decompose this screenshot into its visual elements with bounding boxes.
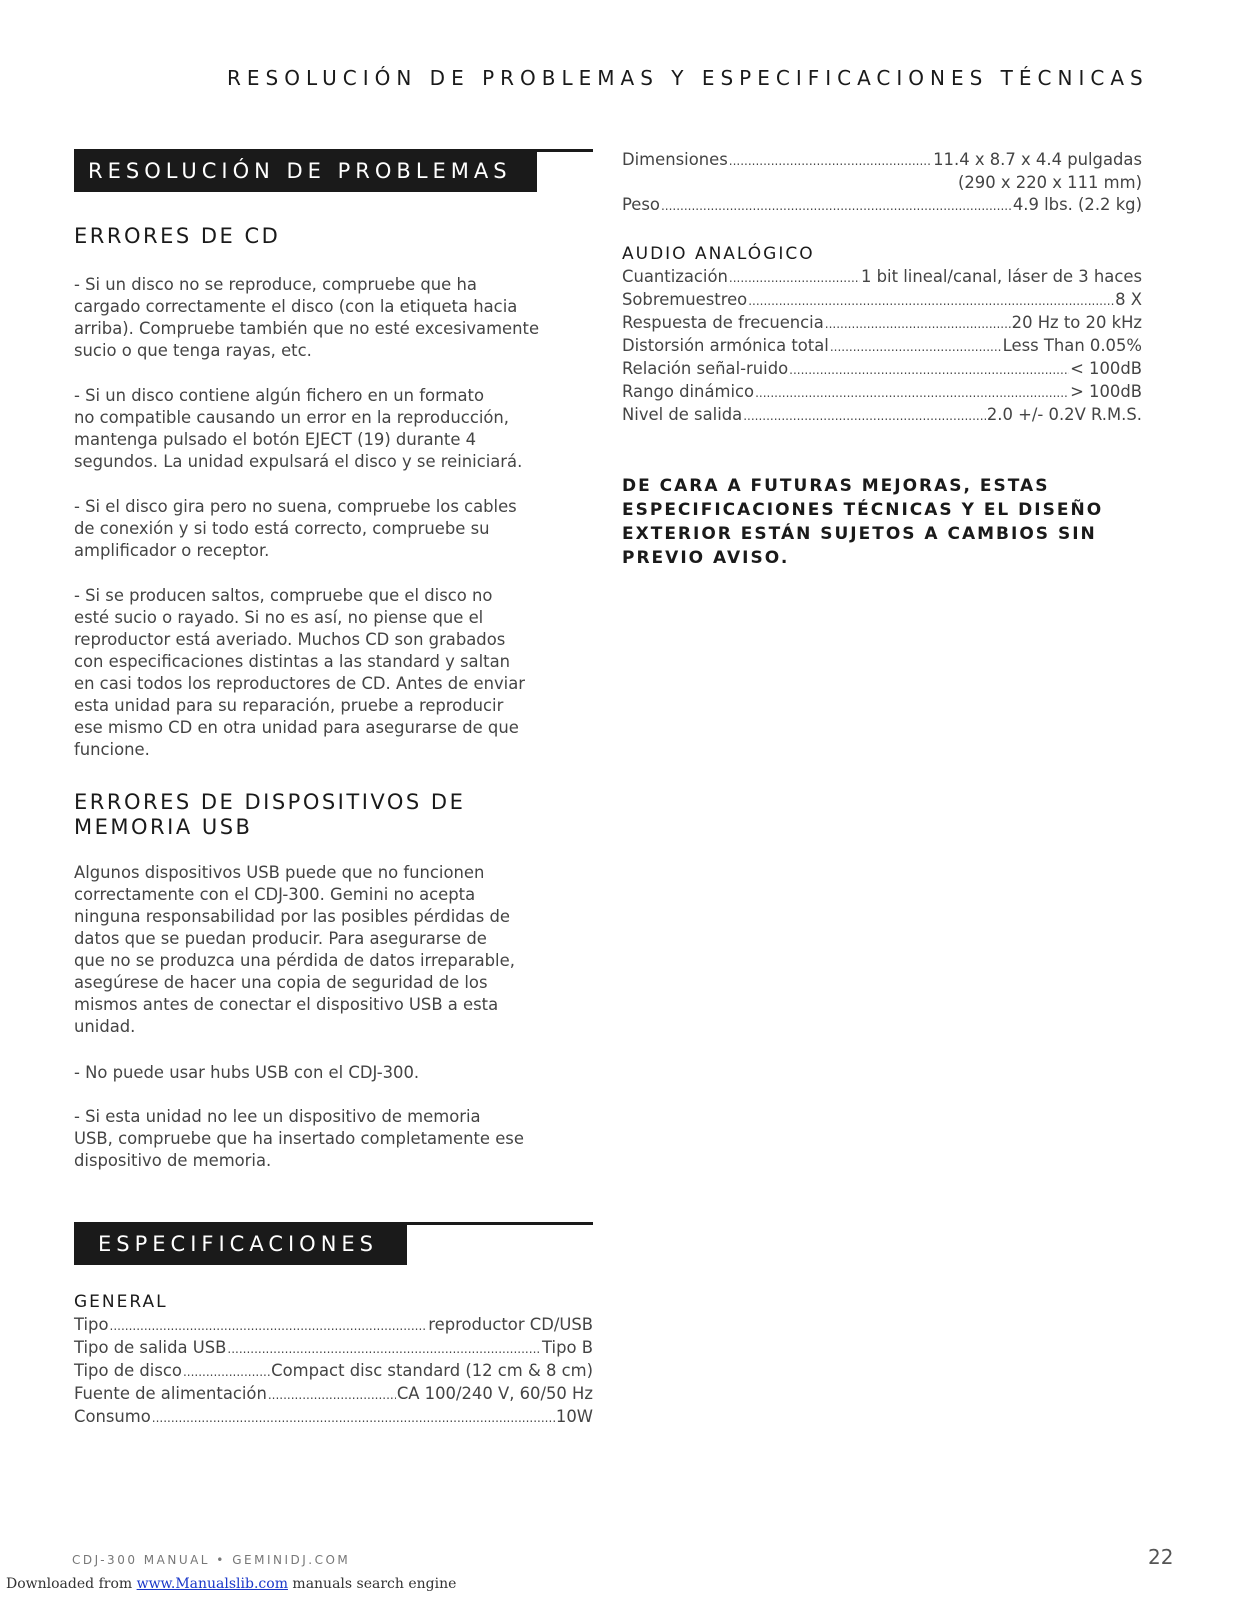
spec-value: Less Than 0.05% — [1002, 336, 1142, 355]
spec-change-notice: DE CARA A FUTURAS MEJORAS, ESTAS ESPECIFICACIONES TÉCNICAS Y EL DISEÑO EXTERIOR ESTÁN SUJETOS A CAMBIOS SIN PREVIO AVISO. — [622, 476, 1104, 568]
spec-row — [622, 358, 1142, 381]
spec-group-title-general: GENERAL — [74, 1292, 168, 1312]
spec-value: 8 X — [1115, 290, 1142, 309]
spec-group-title-analog-audio: AUDIO ANALÓGICO — [622, 244, 815, 264]
spec-label: Dimensiones — [622, 150, 728, 169]
spec-row — [74, 1383, 593, 1406]
section-label-troubleshooting: RESOLUCIÓN DE PROBLEMAS — [74, 149, 537, 192]
paragraph-usb-3: - Si esta unidad no lee un dispositivo de memoria USB, compruebe que ha insertado completamente ese dispositivo de memoria. — [74, 1107, 524, 1170]
paragraph-cd-4: - Si se producen saltos, compruebe que el disco no esté sucio o rayado. Si no es así, no piense que el reproductor está averiado. Muchos CD son grabados con especificaciones distintas a las standard y saltan en casi todos los reproductores de CD. Antes de enviar esta unidad para su reparación, pruebe a reproducir ese mismo CD en otra unidad para asegurarse de que funcione. — [74, 586, 526, 759]
spec-group-physical — [622, 149, 1142, 217]
spec-label: Tipo de disco — [74, 1361, 182, 1380]
page-title: RESOLUCIÓN DE PROBLEMAS Y ESPECIFICACIONES TÉCNICAS — [227, 66, 1149, 90]
spec-label: Cuantización — [622, 267, 728, 286]
spec-label: Consumo — [74, 1407, 151, 1426]
spec-label: Relación señal-ruido — [622, 359, 789, 378]
spec-row — [622, 289, 1142, 312]
spec-value: Compact disc standard (12 cm & 8 cm) — [271, 1361, 593, 1380]
spec-label: Sobremuestreo — [622, 290, 748, 309]
spec-row — [74, 1314, 593, 1337]
watermark-link[interactable]: www.Manualslib.com — [136, 1576, 288, 1592]
spec-row — [622, 312, 1142, 335]
spec-group-analog-audio — [622, 242, 1142, 427]
heading-usb-errors — [74, 790, 465, 840]
spec-row — [622, 335, 1142, 358]
spec-row — [622, 194, 1142, 217]
paragraph-cd-2: - Si un disco contiene algún fichero en un formato no compatible causando un error en la reproducción, mantenga pulsado el botón EJECT (19) durante 4 segundos. La unidad expulsará el disco y se reiniciará. — [74, 386, 523, 471]
spec-value: 2.0 +/- 0.2V R.M.S. — [986, 405, 1142, 424]
spec-value: 4.9 lbs. (2.2 kg) — [1012, 195, 1142, 214]
spec-value: < 100dB — [1070, 359, 1142, 378]
paragraph-usb-2: - No puede usar hubs USB con el CDJ-300. — [74, 1063, 420, 1082]
spec-label: Nivel de salida — [622, 405, 743, 424]
spec-row — [622, 266, 1142, 289]
spec-value: 10W — [555, 1407, 593, 1426]
footer-text: CDJ-300 MANUAL • GEMINIDJ.COM — [72, 1553, 351, 1567]
section-label-specifications: ESPECIFICACIONES — [74, 1222, 407, 1265]
download-watermark — [6, 1576, 456, 1592]
heading-usb-errors-line1: ERRORES DE DISPOSITIVOS DE — [74, 790, 466, 814]
spec-label: Tipo — [74, 1315, 109, 1334]
spec-row — [622, 404, 1142, 427]
spec-row — [74, 1337, 593, 1360]
paragraph-cd-3: - Si el disco gira pero no suena, compruebe los cables de conexión y si todo está correcto, compruebe su amplificador o receptor. — [74, 497, 517, 560]
spec-value: > 100dB — [1070, 382, 1142, 401]
paragraph-usb-1: Algunos dispositivos USB puede que no funcionen correctamente con el CDJ-300. Gemini no acepta ninguna responsabilidad por las posibles pérdidas de datos que se puedan producir. Para asegurarse de que no se produzca una pérdida de datos irreparable, asegúrese de hacer una copia de seguridad de los mismos antes de conectar el dispositivo USB a esta unidad. — [74, 863, 515, 1036]
spec-row — [74, 1406, 593, 1429]
spec-label: Distorsión armónica total — [622, 336, 829, 355]
heading-usb-errors-line2: MEMORIA USB — [74, 815, 253, 839]
spec-label: Fuente de alimentación — [74, 1384, 267, 1403]
spec-label: Rango dinámico — [622, 382, 755, 401]
page-number: 22 — [1148, 1545, 1174, 1569]
spec-row — [622, 149, 1142, 172]
watermark-suffix: manuals search engine — [287, 1576, 457, 1592]
spec-value: 1 bit lineal/canal, láser de 3 haces — [861, 267, 1142, 286]
spec-label: Peso — [622, 195, 660, 214]
spec-value: Tipo B — [542, 1338, 593, 1357]
watermark-prefix: Downloaded from — [6, 1576, 137, 1592]
spec-label: Respuesta de frecuencia — [622, 313, 824, 332]
spec-group-general — [74, 1290, 593, 1429]
spec-value: 20 Hz to 20 kHz — [1011, 313, 1142, 332]
paragraph-cd-1: - Si un disco no se reproduce, compruebe que ha cargado correctamente el disco (con la etiqueta hacia arriba). Compruebe también que no esté excesivamente sucio o que tenga rayas, etc. — [74, 275, 540, 360]
spec-value: reproductor CD/USB — [428, 1315, 593, 1334]
heading-cd-errors: ERRORES DE CD — [74, 224, 281, 248]
spec-label: Tipo de salida USB — [74, 1338, 227, 1357]
spec-value: CA 100/240 V, 60/50 Hz — [396, 1384, 593, 1403]
spec-value: 11.4 x 8.7 x 4.4 pulgadas — [933, 150, 1142, 169]
spec-row — [622, 381, 1142, 404]
spec-value-dimensions-metric: (290 x 220 x 111 mm) — [957, 173, 1142, 192]
spec-row — [74, 1360, 593, 1383]
